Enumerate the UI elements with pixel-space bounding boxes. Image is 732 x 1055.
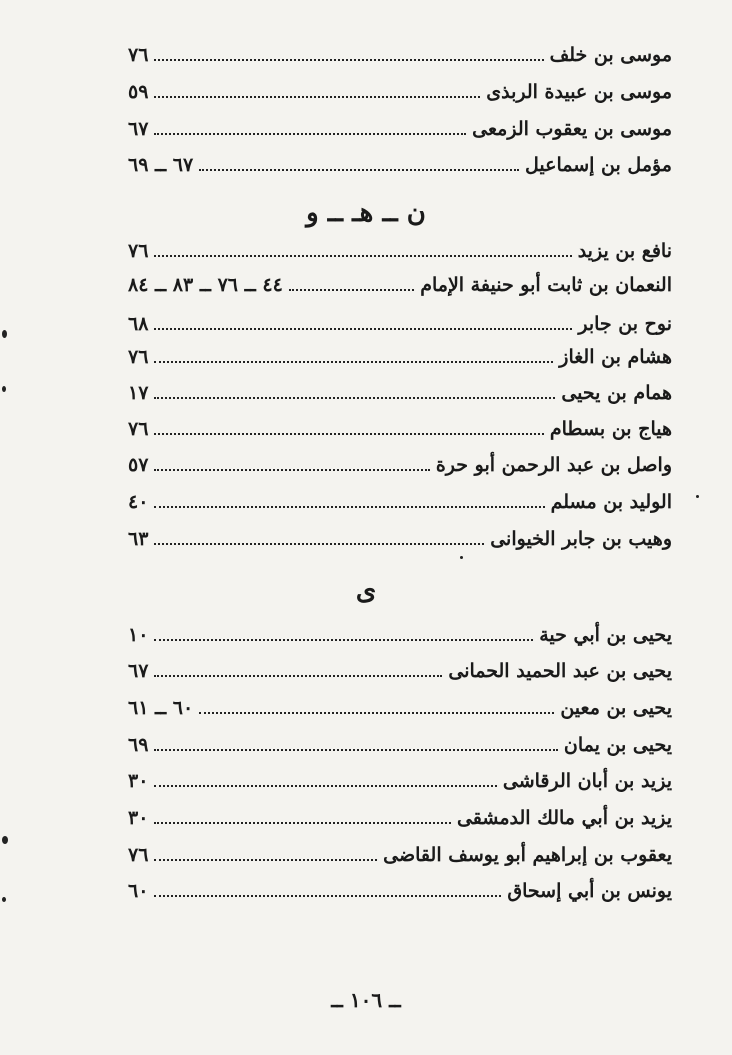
index-entry bbox=[128, 110, 672, 140]
entry-name: هياج بن بسطام bbox=[549, 418, 672, 440]
entry-pages: ٣٠ bbox=[128, 807, 149, 829]
index-entry bbox=[128, 616, 672, 646]
dot-leader bbox=[289, 289, 414, 291]
entry-name: هشام بن الغاز bbox=[559, 346, 672, 368]
index-entry bbox=[128, 483, 672, 513]
index-entry bbox=[128, 872, 672, 902]
dot-leader bbox=[154, 133, 466, 135]
scan-speck bbox=[696, 495, 699, 498]
index-entry bbox=[128, 36, 672, 66]
dot-leader bbox=[154, 361, 553, 363]
index-entry bbox=[128, 762, 672, 792]
dot-leader bbox=[154, 397, 555, 399]
index-entry bbox=[128, 232, 672, 262]
scan-speck bbox=[460, 556, 463, 559]
index-entry bbox=[128, 836, 672, 866]
index-entry bbox=[128, 305, 672, 335]
index-entry bbox=[128, 73, 672, 103]
index-entry bbox=[128, 410, 672, 440]
dot-leader bbox=[154, 328, 572, 330]
dot-leader bbox=[199, 712, 554, 714]
entry-pages: ٧٦ bbox=[128, 44, 149, 66]
scan-speck bbox=[2, 836, 8, 844]
entry-name: موسى بن يعقوب الزمعى bbox=[472, 118, 672, 140]
entry-pages: ٦٨ bbox=[128, 313, 149, 335]
entry-name: يعقوب بن إبراهيم أبو يوسف القاضى bbox=[383, 844, 672, 866]
entry-pages: ٧٦ bbox=[128, 844, 149, 866]
entry-pages: ٤٠ bbox=[128, 491, 149, 513]
entry-name: واصل بن عبد الرحمن أبو حرة bbox=[435, 454, 672, 476]
scan-speck bbox=[2, 386, 6, 392]
entry-name: نافع بن يزيد bbox=[577, 240, 672, 262]
entry-pages: ٧٦ bbox=[128, 418, 149, 440]
entry-pages: ٦٠ ــ ٦١ bbox=[128, 697, 194, 719]
index-entry bbox=[128, 652, 672, 682]
entry-name: الوليد بن مسلم bbox=[550, 491, 672, 513]
dot-leader bbox=[154, 822, 451, 824]
entry-name: همام بن يحيى bbox=[561, 382, 672, 404]
entry-pages: ٣٠ bbox=[128, 770, 149, 792]
dot-leader bbox=[154, 469, 429, 471]
entry-pages: ٦٧ bbox=[128, 118, 149, 140]
index-entry bbox=[128, 266, 672, 296]
dot-leader bbox=[154, 255, 571, 257]
entry-name: يحيى بن عبد الحميد الحمانى bbox=[448, 660, 672, 682]
entry-pages: ١٧ bbox=[128, 382, 149, 404]
entry-pages: ٦٣ bbox=[128, 528, 149, 550]
entry-name: يحيى بن معين bbox=[560, 697, 672, 719]
entry-name: يحيى بن يمان bbox=[563, 734, 672, 756]
entry-name: موسى بن عبيدة الربذى bbox=[486, 81, 672, 103]
scan-speck bbox=[2, 897, 6, 902]
entry-name: النعمان بن ثابت أبو حنيفة الإمام bbox=[420, 274, 672, 296]
index-entry bbox=[128, 799, 672, 829]
entry-pages: ٦٧ ــ ٦٩ bbox=[128, 154, 194, 176]
index-entry bbox=[128, 374, 672, 404]
page-number: ــ ١٠٦ ــ bbox=[331, 988, 401, 1012]
dot-leader bbox=[154, 895, 501, 897]
entry-pages: ٥٩ bbox=[128, 81, 149, 103]
entry-pages: ٥٧ bbox=[128, 454, 149, 476]
index-entry bbox=[128, 689, 672, 719]
entry-name: مؤمل بن إسماعيل bbox=[525, 154, 672, 176]
dot-leader bbox=[154, 785, 496, 787]
dot-leader bbox=[154, 506, 544, 508]
entry-pages: ٦٧ bbox=[128, 660, 149, 682]
index-entry bbox=[128, 520, 672, 550]
dot-leader bbox=[154, 543, 484, 545]
index-entry bbox=[128, 146, 672, 176]
entry-pages: ٦٩ bbox=[128, 734, 149, 756]
dot-leader bbox=[154, 749, 557, 751]
entry-pages: ١٠ bbox=[128, 624, 149, 646]
dot-leader bbox=[154, 639, 533, 641]
entry-pages: ٦٠ bbox=[128, 880, 149, 902]
dot-leader bbox=[154, 433, 543, 435]
entry-name: يزيد بن أبي مالك الدمشقى bbox=[456, 807, 672, 829]
dot-leader bbox=[154, 675, 442, 677]
entry-pages: ٧٦ bbox=[128, 346, 149, 368]
section-heading: ن ــ هـ ــ و bbox=[306, 198, 426, 228]
scan-speck bbox=[2, 330, 7, 338]
entry-pages: ٧٦ bbox=[128, 240, 149, 262]
entry-pages: ٤٤ ــ ٧٦ ــ ٨٣ ــ ٨٤ bbox=[128, 274, 283, 296]
section-heading: ى bbox=[355, 576, 377, 606]
index-entry bbox=[128, 726, 672, 756]
entry-name: وهيب بن جابر الخيوانى bbox=[490, 528, 672, 550]
dot-leader bbox=[154, 96, 480, 98]
entry-name: يحيى بن أبي حية bbox=[539, 624, 672, 646]
dot-leader bbox=[154, 859, 377, 861]
index-entry bbox=[128, 338, 672, 368]
index-entry bbox=[128, 446, 672, 476]
entry-name: يونس بن أبي إسحاق bbox=[507, 880, 672, 902]
dot-leader bbox=[154, 59, 543, 61]
entry-name: موسى بن خلف bbox=[549, 44, 672, 66]
entry-name: يزيد بن أبان الرقاشى bbox=[502, 770, 672, 792]
dot-leader bbox=[199, 169, 519, 171]
entry-name: نوح بن جابر bbox=[578, 313, 672, 335]
